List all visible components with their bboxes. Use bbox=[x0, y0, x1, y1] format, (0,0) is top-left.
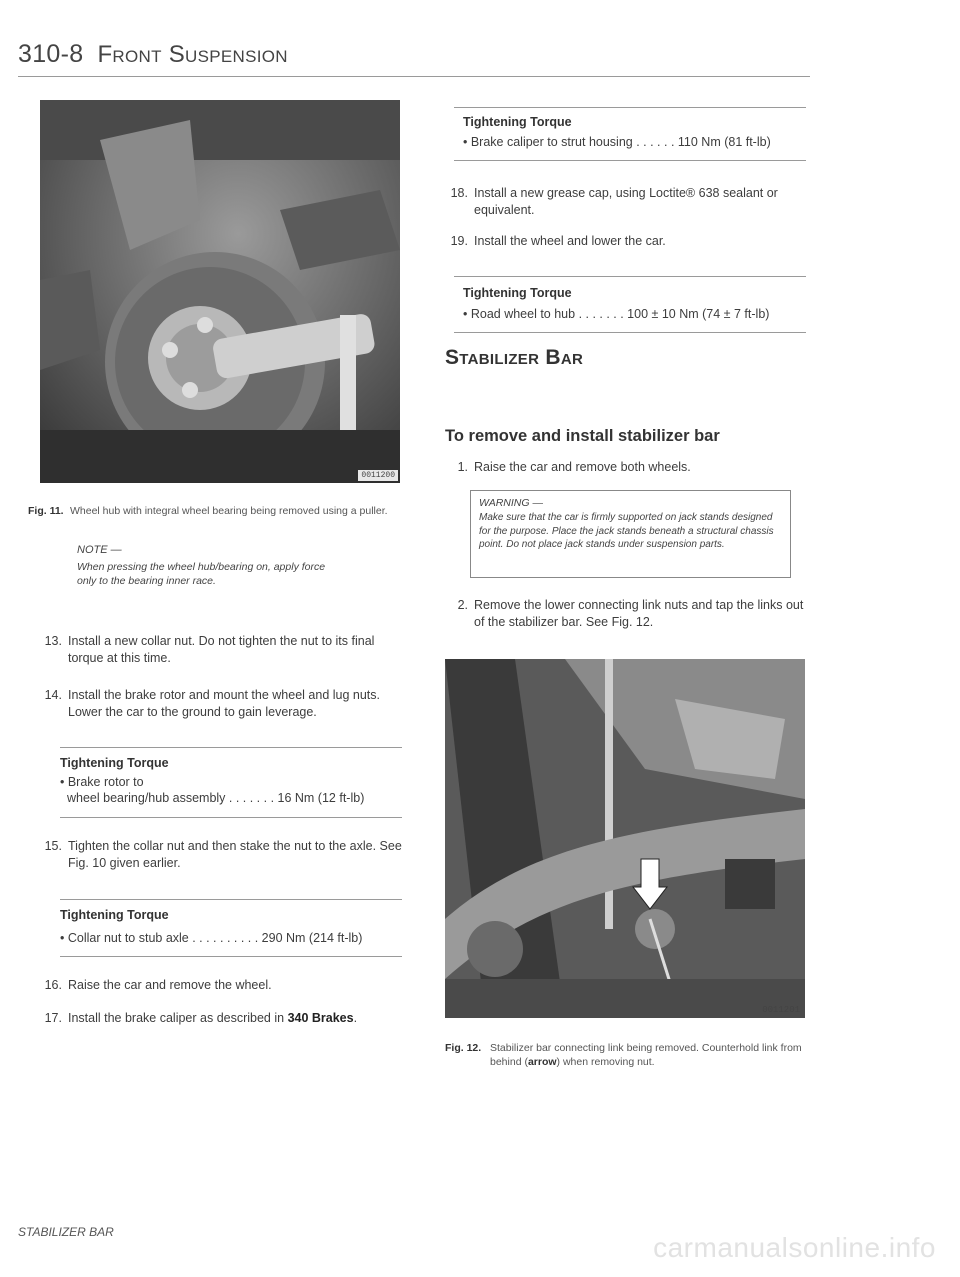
step-text: Tighten the collar nut and then stake the nut to the axle. See Fig. 10 given earlier. bbox=[68, 839, 402, 870]
fig12-caption-text: Stabilizer bar connecting link being removed. Counterhold link from behind ( bbox=[490, 1042, 802, 1068]
wheel-hub-photo-image bbox=[40, 100, 400, 483]
warning-heading: WARNING — bbox=[479, 497, 543, 509]
step-text: Install the wheel and lower the car. bbox=[474, 234, 666, 248]
section-title: Stabilizer Bar bbox=[445, 346, 584, 369]
page-number: 310-8 bbox=[18, 40, 84, 68]
torque-item: • Brake rotor to bbox=[60, 775, 144, 789]
chapter-title: Front Suspension bbox=[97, 41, 288, 68]
step-text: Remove the lower connecting link nuts and tap the links out of the stabilizer bar. See Fig. 12. bbox=[474, 598, 804, 629]
warning-body: Make sure that the car is firmly supported on jack stands designed for the purpose. Place the jack stands beneath a structural chassis point. Do not place jack stands under suspension parts. bbox=[479, 512, 774, 550]
step-number: 1. bbox=[457, 460, 468, 474]
torque-heading: Tightening Torque bbox=[463, 286, 572, 300]
procedure-title: To remove and install stabilizer bar bbox=[445, 427, 720, 445]
step-number: 14. bbox=[44, 688, 62, 702]
torque-rule-bottom bbox=[454, 332, 806, 333]
torque-rule-bottom bbox=[60, 956, 402, 957]
warning-box bbox=[470, 490, 791, 578]
torque-item: • Brake caliper to strut housing . . . . . . 110 Nm (81 ft-lb) bbox=[463, 135, 771, 149]
torque-rule-top bbox=[60, 899, 402, 900]
torque-rule-top bbox=[454, 107, 806, 108]
step-19 bbox=[448, 233, 814, 251]
page-header bbox=[18, 40, 288, 69]
step-14 bbox=[42, 687, 408, 723]
step-text-tail: . bbox=[353, 1011, 358, 1025]
page-footer: STABILIZER BAR bbox=[18, 1225, 114, 1239]
step-18 bbox=[448, 185, 814, 221]
fig11-caption-text: Wheel hub with integral wheel bearing being removed using a puller. bbox=[70, 505, 388, 517]
step-number: 15. bbox=[44, 839, 62, 853]
note-body: When pressing the wheel hub/bearing on, apply force only to the bearing inner race. bbox=[77, 561, 326, 587]
step-number: 17. bbox=[44, 1011, 62, 1025]
step-1 bbox=[448, 459, 814, 477]
fig12-photo-id: 0011201 bbox=[762, 1005, 800, 1015]
step-text: Install the brake caliper as described in bbox=[68, 1011, 288, 1025]
step-text: Install a new grease cap, using Loctite® 638 sealant or equivalent. bbox=[474, 186, 778, 217]
torque-heading: Tightening Torque bbox=[463, 115, 572, 129]
torque-rule-bottom bbox=[60, 817, 402, 818]
step-text: Install a new collar nut. Do not tighten the nut to its final torque at this time. bbox=[68, 634, 375, 665]
watermark: carmanualsonline.info bbox=[653, 1232, 936, 1263]
torque-item: • Collar nut to stub axle . . . . . . . . . . 290 Nm (214 ft-lb) bbox=[60, 931, 363, 945]
torque-heading: Tightening Torque bbox=[60, 756, 169, 770]
step-15 bbox=[42, 838, 408, 874]
step-text: Raise the car and remove both wheels. bbox=[474, 460, 691, 474]
note-heading: NOTE — bbox=[77, 544, 122, 556]
header-rule bbox=[18, 76, 810, 77]
step-number: 13. bbox=[44, 634, 62, 648]
torque-heading: Tightening Torque bbox=[60, 908, 169, 922]
step-number: 16. bbox=[44, 978, 62, 992]
torque-rule-top bbox=[60, 747, 402, 748]
fig12-caption-arrow: arrow bbox=[527, 1056, 557, 1068]
torque-item: wheel bearing/hub assembly . . . . . . . 16 Nm (12 ft-lb) bbox=[67, 791, 365, 805]
torque-rule-bottom bbox=[454, 160, 806, 161]
torque-rule-top bbox=[454, 276, 806, 277]
step-text: Raise the car and remove the wheel. bbox=[68, 978, 272, 992]
step-text: Install the brake rotor and mount the wheel and lug nuts. Lower the car to the ground to gain leverage. bbox=[68, 688, 380, 719]
stabilizer-link-photo-image bbox=[445, 659, 805, 1018]
fig11-photo-id: 0011200 bbox=[358, 470, 398, 481]
fig12-caption-tail: ) when removing nut. bbox=[556, 1056, 655, 1068]
fig12-photo bbox=[445, 659, 805, 1018]
step-number: 19. bbox=[450, 234, 468, 248]
step-13 bbox=[42, 633, 408, 669]
step-17 bbox=[42, 1010, 408, 1028]
torque-item: • Road wheel to hub . . . . . . . 100 ± 10 Nm (74 ± 7 ft-lb) bbox=[463, 307, 770, 321]
step-number: 2. bbox=[457, 598, 468, 612]
fig12-label: Fig. 12. bbox=[445, 1042, 482, 1054]
step-16 bbox=[42, 977, 408, 995]
cross-reference: 340 Brakes bbox=[287, 1011, 354, 1025]
fig11-label: Fig. 11. bbox=[28, 505, 64, 517]
fig11-photo bbox=[40, 100, 400, 483]
step-2 bbox=[448, 597, 814, 633]
step-number: 18. bbox=[450, 186, 468, 200]
